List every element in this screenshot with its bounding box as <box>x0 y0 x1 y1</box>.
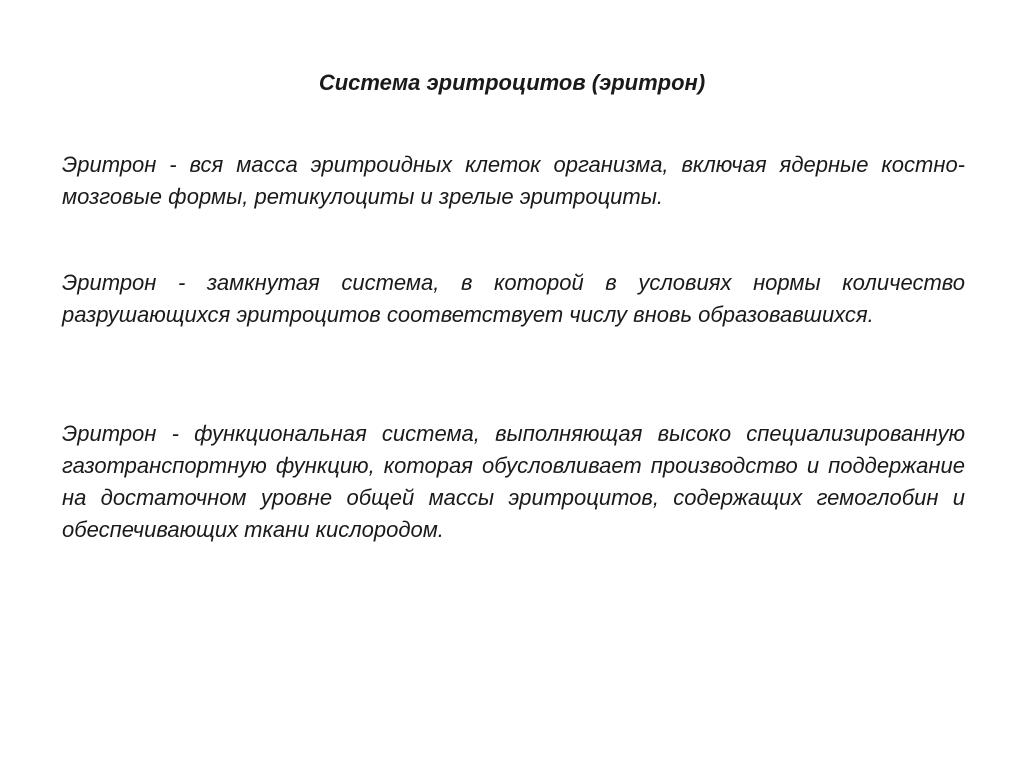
paragraph-functional-system: Эритрон - функциональная система, выполняющая высоко специализированную газотранспортную функцию, которая обусловливает производство и поддержание на достаточном уровне общей массы эритроцитов, содержащих гемоглобин и обеспечивающих ткани кислородом. <box>62 421 965 542</box>
paragraph-definition: Эритрон - вся масса эритроидных клеток организма, включая ядерные костно- мозговые формы, ретикулоциты и зрелые эритроциты. <box>62 152 965 209</box>
slide-title: Система эритроцитов (эритрон) <box>318 70 706 95</box>
paragraph-closed-system: Эритрон - замкнутая система, в которой в условиях нормы количество разрушающихся эритроцитов соответствует числу вновь образовавшихся. <box>62 270 965 327</box>
